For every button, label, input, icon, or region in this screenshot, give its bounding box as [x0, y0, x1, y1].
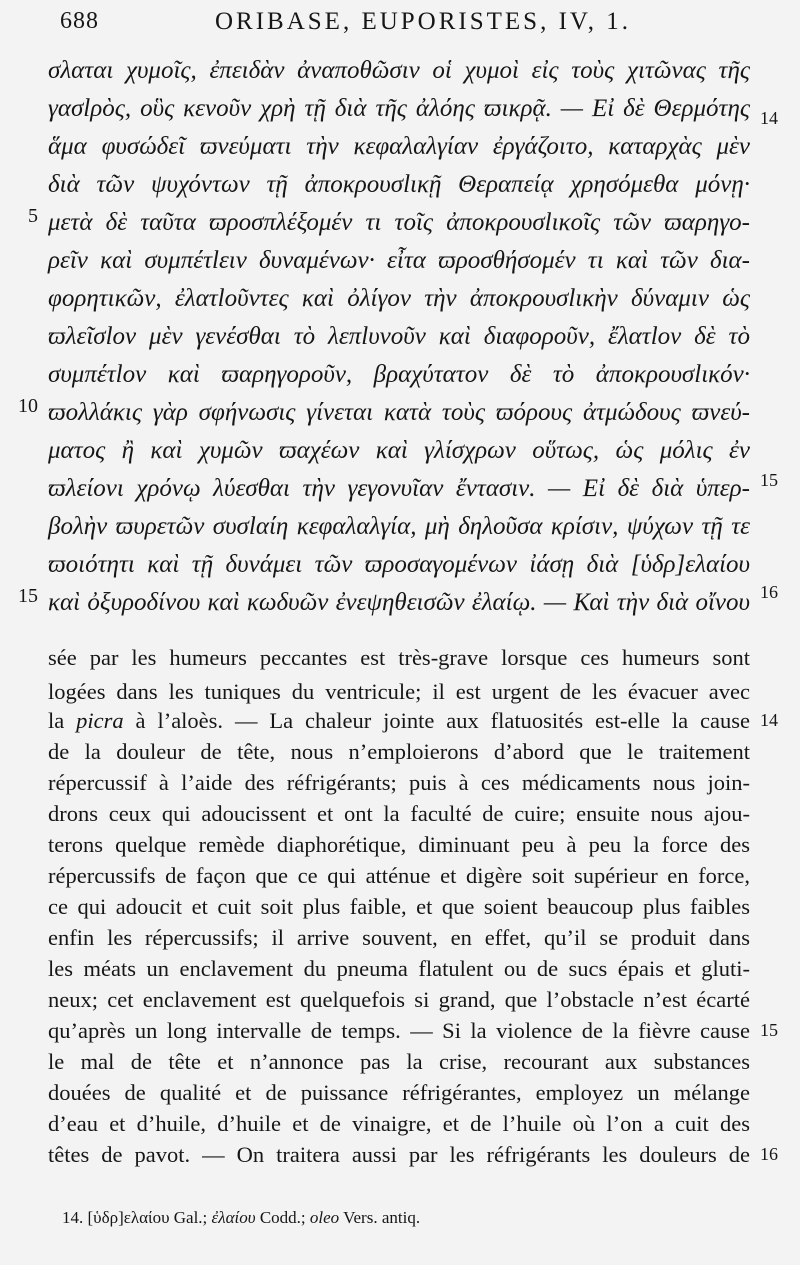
footnote-greek-variant: ἐλαίου	[211, 1208, 256, 1227]
greek-line: διὰ τῶν ψυχόντων τῇ ἀποκρουσlικῇ Θεραπείᾳ χρησόμεθα μόνῃ·	[48, 171, 750, 198]
french-line: douées de qualité et de puissance réfrigérantes, employez un mélange	[48, 1080, 750, 1105]
greek-line: ἅμα φυσώδεῖ ϖνεύματι τὴν κεφαλαλγίαν ἐργάζοιτο, καταρχὰς μὲν	[48, 133, 750, 160]
french-line-text: la picra à l’aloès. — La chaleur jointe aux flatuosités est-elle la cause	[48, 708, 750, 733]
greek-line: ϖοιότητι καὶ τῇ δυνάμει τῶν ϖροσαγομένων ἰάσῃ διὰ [ὑδρ]ελαίου	[48, 551, 750, 578]
line-number-left: 10	[18, 395, 38, 417]
greek-line: ματος ἢ καὶ χυμῶν ϖαχέων καὶ γλίσχρων οὕτως, ὡς μόλις ἐν	[48, 437, 750, 464]
section-number-right: 15	[760, 470, 778, 490]
greek-line: φορητικῶν, ἐλατlοῦντες καὶ ὀλίγον τὴν ἀποκρουσlικὴν δύναμιν ὡς	[48, 285, 750, 312]
french-line: neux; cet enclavement est quelquefois si grand, que l’obstacle n’est écarté	[48, 987, 750, 1012]
running-title: ORIBASE, EUPORISTES, IV, 1.	[215, 8, 631, 35]
footnote-siglum: Gal.;	[173, 1208, 208, 1227]
french-line: le mal de tête et n’annonce pas la crise, recourant aux substances	[48, 1049, 750, 1074]
footnote-siglum: Vers. antiq.	[343, 1208, 421, 1227]
section-number-right: 14	[760, 710, 778, 730]
footnote-latin: oleo	[309, 1208, 340, 1227]
page-header	[60, 8, 740, 48]
line-number-left: 5	[28, 205, 38, 227]
italic-word: picra	[76, 708, 124, 733]
french-line: de la douleur de tête, nous n’emploierons d’abord que le traitement	[48, 739, 750, 764]
greek-line: μετὰ δὲ ταῦτα ϖροσπλέξομέν τι τοῖς ἀποκρουσlικοῖς τῶν ϖαρηγο-	[48, 209, 750, 236]
french-line: terons quelque remède diaphorétique, diminuant peu à peu la force des	[48, 832, 750, 857]
section-number-right: 14	[760, 108, 778, 128]
french-line: répercussifs de façon que ce qui atténue et digère soit supérieur en force,	[48, 863, 750, 888]
greek-line: βολὴν ϖυρετῶν συσlαίη κεφαλαλγία, μὴ δηλοῦσα κρίσιν, ψύχων τῇ τε	[48, 513, 750, 540]
line-number-left: 15	[18, 585, 38, 607]
greek-line: ϖλεῖσlον μὲν γενέσθαι τὸ λεπlυνοῦν καὶ διαφοροῦν, ἔλατlον δὲ τὸ	[48, 323, 750, 350]
footnote-number: 14.	[62, 1208, 84, 1227]
greek-line: ρεῖν καὶ συμπέτlειν δυναμένων· εἶτα ϖροσθήσομέν τι καὶ τῶν δια-	[48, 247, 750, 274]
french-line: drons ceux qui adoucissent et ont la faculté de cuire; ensuite nous ajou-	[48, 801, 750, 826]
section-number-right: 15	[760, 1020, 778, 1040]
french-line	[48, 704, 750, 738]
footnote-siglum: Codd.;	[259, 1208, 306, 1227]
greek-line: ϖολλάκις γὰρ σφήνωσις γίνεται κατὰ τοὺς ϖόρους ἀτμώδους ϖνεύ-	[48, 399, 750, 426]
french-line: sée par les humeurs peccantes est très-grave lorsque ces humeurs sont	[48, 645, 750, 670]
french-line: têtes de pavot. — On traitera aussi par les réfrigérants les douleurs de	[48, 1142, 750, 1167]
french-line: logées dans les tuniques du ventricule; il est urgent de les évacuer avec	[48, 679, 750, 704]
footnote-greek-reading: [ὑδρ]ελαίου	[87, 1208, 170, 1227]
french-line: d’eau et d’huile, d’huile et de vinaigre, et de l’huile où l’on a cuit des	[48, 1111, 750, 1136]
footnote	[62, 1208, 420, 1228]
french-line: répercussif à l’aide des réfrigérants; puis à ces médicaments nous join-	[48, 770, 750, 795]
french-line: enfin les répercussifs; il arrive souvent, en effet, qu’il se produit dans	[48, 925, 750, 950]
french-line: qu’après un long intervalle de temps. — Si la violence de la fièvre cause	[48, 1018, 750, 1043]
section-number-right: 16	[760, 582, 778, 602]
french-line: les méats un enclavement du pneuma flatulent ou de sucs épais et gluti-	[48, 956, 750, 981]
french-line: ce qui adoucit et cuit soit plus faible, et que soient beaucoup plus faibles	[48, 894, 750, 919]
section-number-right: 16	[760, 1144, 778, 1164]
greek-line: σλαται χυμοῖς, ἐπειδὰν ἀναποθῶσιν οἱ χυμοὶ εἰς τοὺς χιτῶνας τῆς	[48, 57, 750, 84]
greek-line: ϖλείονι χρόνῳ λύεσθαι τὴν γεγονυῖαν ἔντασιν. — Εἰ δὲ διὰ ὑπερ-	[48, 475, 750, 502]
greek-line: γασlρὸς, οὓς κενοῦν χρὴ τῇ διὰ τῆς ἀλόης ϖικρᾷ. — Εἰ δὲ Θερμότης	[48, 95, 750, 122]
greek-line: καὶ ὀξυροδίνου καὶ κωδυῶν ἐνεψηθεισῶν ἐλαίῳ. — Καὶ τὴν διὰ οἴνου	[48, 589, 750, 616]
page-number: 688	[60, 8, 99, 34]
greek-line: συμπέτlον καὶ ϖαρηγοροῦν, βραχύτατον δὲ τὸ ἀποκρουσlικόν·	[48, 361, 750, 388]
